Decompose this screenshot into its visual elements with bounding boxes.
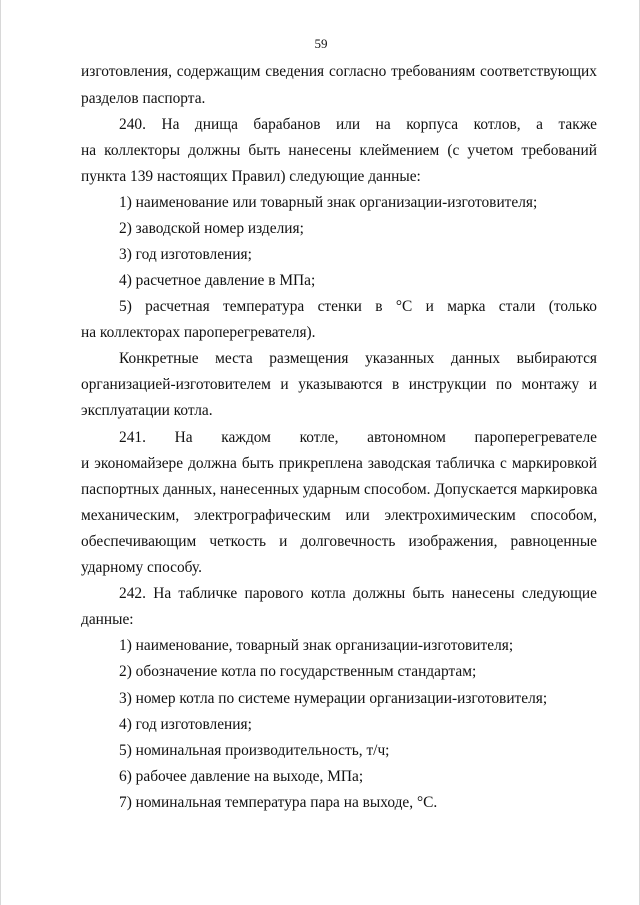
text-line: обеспечивающим четкость и долговечность изображения, равноценные	[81, 533, 597, 550]
text-line: организацией-изготовителем и указываются в инструкции по монтажу и	[81, 376, 597, 393]
text-line: и экономайзере должна быть прикреплена заводская табличка с маркировкой	[81, 455, 597, 472]
text-line: Конкретные места размещения указанных данных выбираются	[119, 350, 597, 367]
text-line: 240. На днища барабанов или на корпуса котлов, а также	[119, 116, 597, 133]
text-line: 1) наименование, товарный знак организации-изготовителя;	[119, 637, 514, 654]
text-line: 3) номер котла по системе нумерации организации-изготовителя;	[119, 690, 548, 707]
text-line: разделов паспорта.	[81, 90, 206, 107]
text-line: 5) номинальная производительность, т/ч;	[119, 742, 390, 759]
text-line: изготовления, содержащим сведения согласно требованиям соответствующих	[81, 63, 597, 80]
text-line: 3) год изготовления;	[119, 246, 252, 263]
text-line: ударному способу.	[81, 559, 202, 576]
text-line: механическим, электрографическим или электрохимическим способом,	[81, 507, 597, 524]
text-line: на коллекторах пароперегревателя).	[81, 324, 316, 341]
text-line: пункта 139 настоящих Правил) следующие данные:	[81, 168, 421, 185]
text-line: паспортных данных, нанесенных ударным способом. Допускается маркировка	[81, 481, 598, 498]
text-line: 4) расчетное давление в МПа;	[119, 272, 316, 289]
text-line: эксплуатации котла.	[81, 402, 213, 419]
page-number: 59	[314, 36, 328, 51]
text-line: 1) наименование или товарный знак организации-изготовителя;	[119, 194, 538, 211]
text-line: 2) обозначение котла по государственным стандартам;	[119, 663, 477, 680]
text-line: данные:	[81, 611, 134, 628]
text-line: 5) расчетная температура стенки в °С и марка стали (только	[119, 298, 597, 315]
text-line: 7) номинальная температура пара на выходе, °С.	[119, 794, 438, 811]
text-line: 6) рабочее давление на выходе, МПа;	[119, 768, 364, 785]
text-line: 2) заводской номер изделия;	[119, 220, 304, 237]
text-line: на коллекторы должны быть нанесены клеймением (с учетом требований	[81, 142, 597, 159]
text-line: 241. На каждом котле, автономном пароперегревателе	[119, 429, 597, 446]
text-line: 4) год изготовления;	[119, 716, 252, 733]
text-line: 242. На табличке парового котла должны быть нанесены следующие	[119, 585, 597, 602]
